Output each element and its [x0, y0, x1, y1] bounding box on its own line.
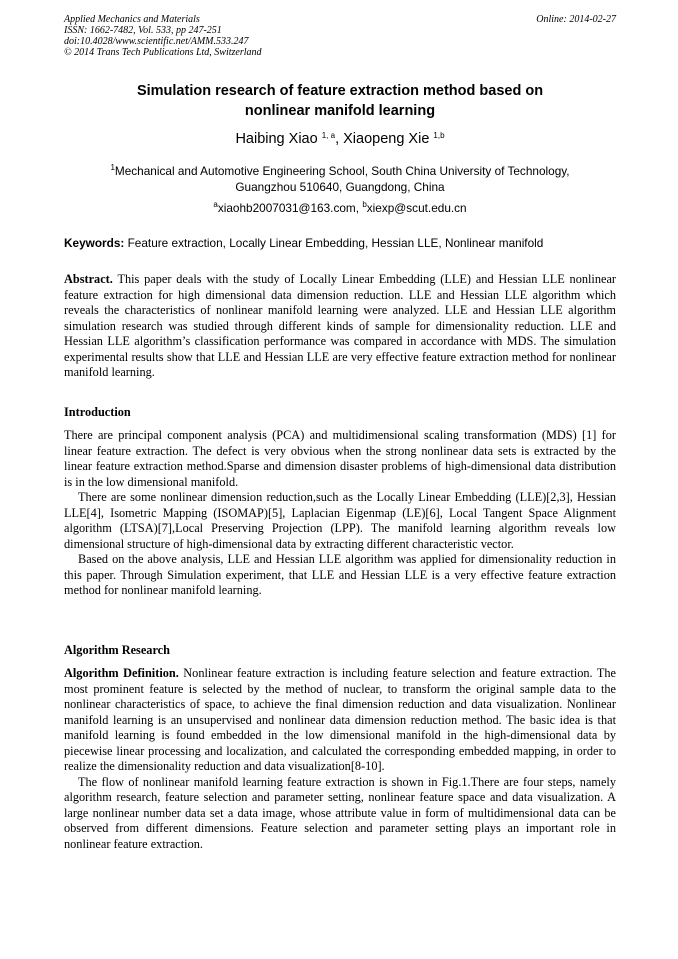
- author-separator: ,: [335, 131, 344, 147]
- author-list: [64, 130, 616, 148]
- keywords-text: Feature extraction, Locally Linear Embedding, Hessian LLE, Nonlinear manifold: [124, 236, 544, 250]
- affiliation-line-2: Guangzhou 510640, Guangdong, China: [235, 180, 445, 194]
- email-a: xiaohb2007031@163.com: [217, 201, 356, 215]
- introduction-heading: Introduction: [64, 405, 131, 419]
- algorithm-heading: Algorithm Research: [64, 643, 170, 657]
- algorithm-definition-label: Algorithm Definition.: [64, 666, 179, 680]
- journal-name: Applied Mechanics and Materials: [64, 14, 200, 25]
- abstract-text: This paper deals with the study of Locally Linear Embedding (LLE) and Hessian LLE nonlinear feature extraction for high dimensional data dimension reduction. LLE and Hessian LLE algorithm which reveals the characteristics of nonlinear manifold learning were analyzed. LLE and Hessian LLE algorithm simulation research was studied through different kinds of sample for dimensionality reduction. LLE and Hessian LLE algorithm’s classification performance was compared in accordance with MDS. The simulation experimental results show that LLE and Hessian LLE are very effective feature extraction method for nonlinear manifold learning.: [64, 272, 616, 379]
- email-b: xiexp@scut.edu.cn: [366, 201, 467, 215]
- copyright-line: © 2014 Trans Tech Publications Ltd, Switzerland: [64, 47, 262, 58]
- affiliation-line-1: Mechanical and Automotive Engineering School, South China University of Technology,: [114, 164, 570, 178]
- intro-paragraph-1: There are principal component analysis (PCA) and multidimensional scaling transformation (MDS) [1] for linear feature extraction. The defect is very obvious when the strong nonlinear data sets is extracted by the linear feature extraction method.Sparse and dimension disaster problems of high-dimensional data distribution is in the low dimensional manifold.: [64, 428, 616, 489]
- algorithm-paragraph-2: The flow of nonlinear manifold learning feature extraction is shown in Fig.1.There are four steps, namely algorithm research, feature selection and parameter setting, nonlinear feature space and data visualization. A large nonlinear number data set a data image, whose attribute value in form of multidimensional data can be observed from different dimensions. Feature selection and parameter setting plays an important role in nonlinear feature extraction.: [64, 774, 616, 851]
- keywords: [64, 235, 616, 251]
- author-1: Haibing Xiao: [235, 131, 318, 147]
- email-mark-a: a: [213, 200, 218, 209]
- paper-title: [64, 81, 616, 121]
- author-2: Xiaopeng Xie: [343, 131, 430, 147]
- author-2-affil-mark: 1,b: [433, 131, 445, 140]
- email-separator: ,: [355, 201, 363, 215]
- intro-paragraph-2: There are some nonlinear dimension reduction,such as the Locally Linear Embedding (LLE)[2,3], Hessian LLE[4], Isometric Mapping (ISOMAP)[5], Laplacian Eigenmap (LE)[6], Local Tangent Space Alignment algorithm (LTSA)[7],Local Preserving Projection (LPP). The manifold learning algorithm reveals low dimensional structure of high-dimensional data by extracting different characteristic vector.: [64, 490, 616, 551]
- affiliation: [64, 163, 616, 195]
- algorithm-paragraph-1: Nonlinear feature extraction is including feature selection and feature extraction. The most prominent feature is selected by the method of nuclear, to transform the original sample data to the nonlinear characteristics of space, to achieve the final dimension reduction and data visualization. Nonlinear manifold learning is an unsupervised and nonlinear data dimension reduction method. The basic idea is that manifold learning is found embedded in the low dimensional manifold in the high-dimensional data by piecewise linear processing and localization, and calculated the corresponding embedded mapping, in order to realize the dimensionality reduction and data visualization[8-10].: [64, 666, 617, 773]
- email-mark-b: b: [362, 200, 367, 209]
- title-line-2: nonlinear manifold learning: [244, 103, 436, 119]
- introduction-body: [64, 428, 616, 599]
- author-emails: [64, 200, 616, 216]
- algorithm-body: [64, 666, 616, 852]
- intro-paragraph-3: Based on the above analysis, LLE and Hessian LLE algorithm was applied for dimensionality reduction in this paper. Through Simulation experiment, that LLE and Hessian LLE is a very effective feature extraction method for nonlinear manifold learning.: [64, 552, 616, 597]
- abstract-label: Abstract.: [64, 272, 113, 286]
- author-1-affil-mark: 1, a: [321, 131, 336, 140]
- issn-line: ISSN: 1662-7482, Vol. 533, pp 247-251: [64, 25, 222, 36]
- online-date: Online: 2014-02-27: [536, 14, 616, 25]
- title-line-1: Simulation research of feature extraction method based on: [136, 83, 544, 99]
- journal-header: [64, 14, 616, 58]
- affiliation-mark: 1: [110, 163, 115, 172]
- keywords-label: Keywords:: [64, 236, 125, 250]
- abstract: [64, 272, 616, 381]
- doi-line: doi:10.4028/www.scientific.net/AMM.533.247: [64, 36, 249, 47]
